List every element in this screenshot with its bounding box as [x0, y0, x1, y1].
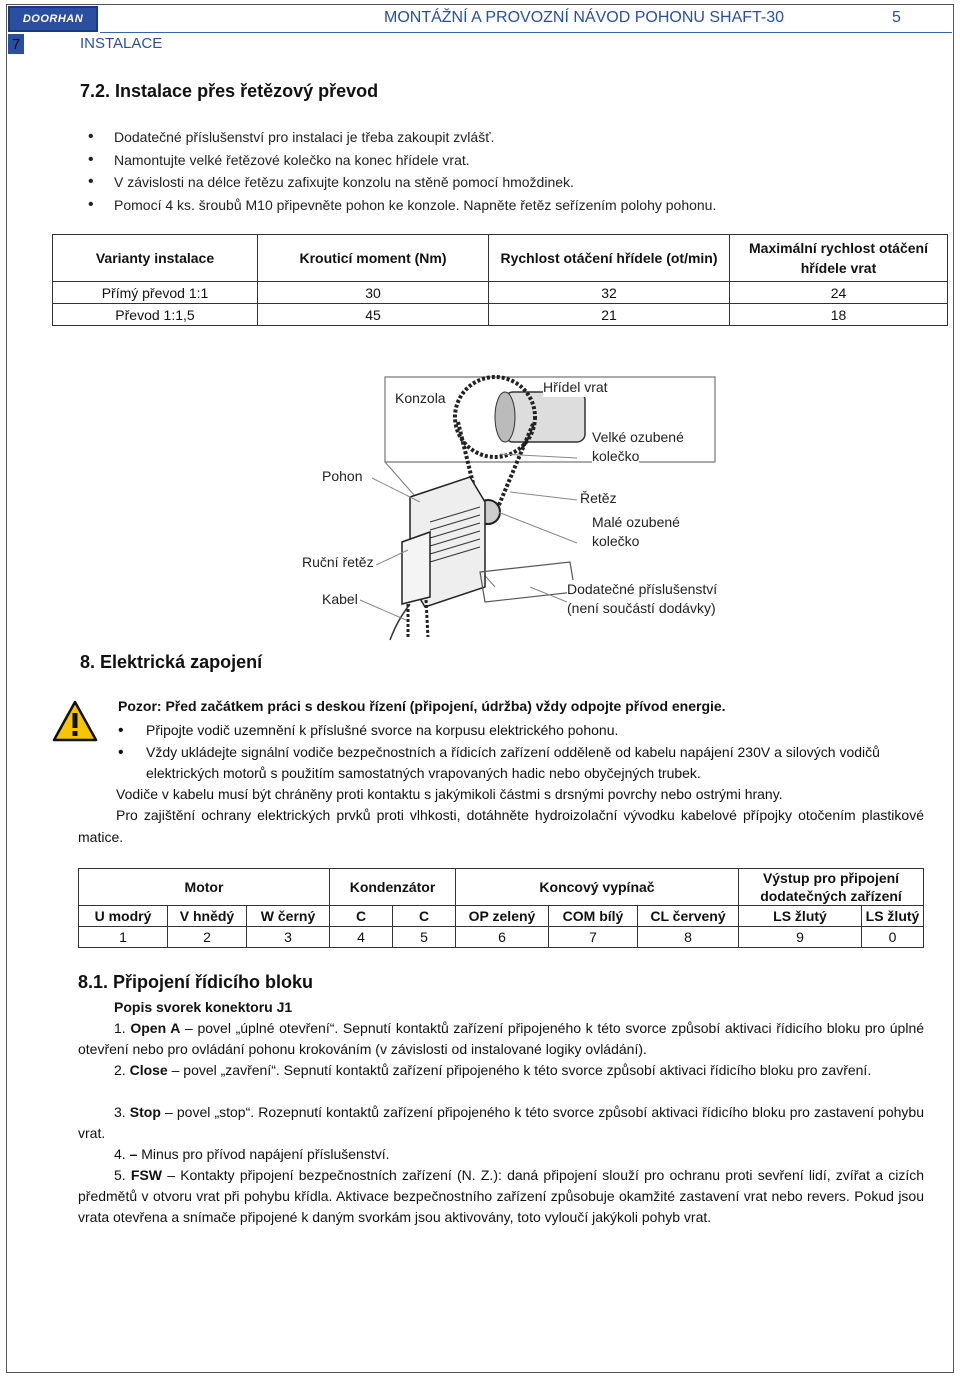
table-cell: 2	[168, 927, 247, 948]
table-cell: Přímý převod 1:1	[53, 282, 258, 304]
column-header: Varianty instalace	[53, 235, 258, 282]
doorhan-logo: DOORHAN	[8, 6, 98, 32]
column-header: Rychlost otáčení hřídele (ot/min)	[489, 235, 730, 282]
item-dash: –	[180, 1020, 198, 1036]
wiring-bullets	[118, 720, 928, 785]
power-warning: Pozor: Před začátkem práci s deskou řízení (připojení, údržba) vždy odpojte přívod energie.	[118, 698, 726, 714]
terminal-key: Stop	[129, 1104, 161, 1120]
terminal-key: FSW	[130, 1167, 162, 1183]
list-item: • Vždy ukládejte signální vodiče bezpečnostních a řídicích zařízení odděleně od kabelu napájení 230V a silových vodičů elektrických motorů s použitím samostatných vrapovaných hadic nebo obyčejných trubek.	[118, 742, 928, 785]
table-cell: 5	[393, 927, 456, 948]
terminal-description: Minus pro přívod napájení příslušenství.	[141, 1146, 390, 1162]
group-header: Výstup pro připojení dodatečných zařízení	[739, 869, 924, 906]
terminal-item	[78, 1165, 924, 1228]
chapter-title: INSTALACE	[80, 35, 163, 52]
document-title: MONTÁŽNÍ A PROVOZNÍ NÁVOD POHONU SHAFT-30	[384, 9, 785, 26]
installation-bullets	[88, 126, 716, 216]
label-velke-ozubene-1: Velké ozubené	[592, 429, 684, 445]
warning-icon	[52, 700, 98, 742]
terminal-description: povel „stop“. Rozepnutí kontaktů zařízení připojeného k této svorce způsobí aktivaci řídicího bloku pro zastavení pohybu vrat.	[78, 1104, 924, 1141]
terminal-item	[78, 1060, 924, 1081]
table-cell: 24	[730, 282, 948, 304]
list-item: • Připojte vodič uzemnění k příslušné svorce na korpusu elektrického pohonu.	[118, 720, 928, 742]
table-cell: 3	[247, 927, 330, 948]
table-cell: CL červený	[638, 906, 739, 927]
table-cell: 21	[489, 304, 730, 326]
label-dodatecne-1: Dodatečné příslušenství	[567, 581, 718, 597]
terminal-description: povel „úplné otevření“. Sepnutí kontaktů zařízení připojeného k této svorce způsobí aktivaci řídicího bloku pro úplné otevření nebo pro ovládání pohonu krokováním (v závislosti od instalované logiky ovládání).	[78, 1020, 925, 1057]
label-konzola: Konzola	[395, 390, 446, 406]
table-cell: W černý	[247, 906, 330, 927]
terminal-key: Open A	[130, 1020, 181, 1036]
table-cell: COM bílý	[549, 906, 638, 927]
list-item: • V závislosti na délce řetězu zafixujte konzolu na stěně pomocí hmoždinek.	[88, 171, 716, 194]
page-number: 5	[892, 9, 901, 26]
installation-variants-table	[52, 234, 948, 326]
item-number: 3.	[114, 1104, 126, 1120]
column-header: Maximální rychlost otáčení hřídele vrat	[730, 235, 948, 282]
table-cell: 6	[456, 927, 549, 948]
table-cell: C	[330, 906, 393, 927]
list-item: • Namontujte velké řetězové kolečko na konec hřídele vrat.	[88, 149, 716, 172]
terminal-description: povel „zavření“. Sepnutí kontaktů zařízení připojeného k této svorce způsobí aktivaci řídicího bloku pro zavření.	[183, 1062, 872, 1078]
list-item: • Dodatečné příslušenství pro instalaci je třeba zakoupit zvlášť.	[88, 126, 716, 149]
table-cell: C	[393, 906, 456, 927]
header-divider	[100, 32, 952, 33]
table-cell: 45	[258, 304, 489, 326]
item-dash: –	[167, 1062, 184, 1078]
label-male-ozubene-1: Malé ozubené	[592, 514, 680, 530]
table-cell: 1	[79, 927, 168, 948]
terminal-item	[78, 1144, 924, 1165]
terminal-description: Kontakty připojení bezpečnostních zařízení (N. Z.): daná připojení slouží pro ochranu proti sevření lidí, zvířat a cizích předmětů v otvoru vrat při pohybu křídla. Aktivace bezpečnostního zařízení způsobuje okamžité zastavení vrat nebo revers. Pokud jsou vrata otevřena a snímače připojené k daným svorkám jsou aktivovány, toto vyloučí jakýkoli pohyb vrat.	[78, 1167, 924, 1225]
terminal-item	[78, 1018, 924, 1060]
table-cell: OP zelený	[456, 906, 549, 927]
label-velke-ozubene-2: kolečko	[592, 448, 640, 464]
terminal-item	[78, 1102, 924, 1144]
label-pohon: Pohon	[322, 468, 363, 484]
chain-drive-figure	[290, 372, 730, 642]
table-cell: 9	[739, 927, 862, 948]
table-cell: 30	[258, 282, 489, 304]
section-7-2-heading: 7.2. Instalace přes řetězový převod	[80, 81, 379, 101]
table-row	[79, 906, 924, 927]
table-cell: Převod 1:1,5	[53, 304, 258, 326]
table-cell: 8	[638, 927, 739, 948]
label-hridel-vrat: Hřídel vrat	[543, 379, 608, 395]
item-number: 5.	[114, 1167, 126, 1183]
section-8-heading: 8. Elektrická zapojení	[80, 652, 263, 672]
group-header: Koncový vypínač	[456, 869, 739, 906]
table-cell: LS žlutý	[739, 906, 862, 927]
table-row	[79, 927, 924, 948]
connector-j1-subtitle: Popis svorek konektoru J1	[114, 999, 293, 1015]
table-group-row	[79, 869, 924, 906]
table-cell: LS žlutý	[862, 906, 924, 927]
table-cell: 0	[862, 927, 924, 948]
terminal-wiring-table	[78, 868, 924, 948]
item-number: 2.	[114, 1062, 126, 1078]
label-rucni-retez: Ruční řetěz	[302, 554, 374, 570]
item-dash: –	[162, 1167, 181, 1183]
section-8-1-heading: 8.1. Připojení řídicího bloku	[78, 972, 314, 992]
item-number: 4.	[114, 1146, 126, 1162]
table-row	[53, 282, 948, 304]
group-header: Kondenzátor	[330, 869, 456, 906]
cable-protection-paragraph: Vodiče v kabelu musí být chráněny proti kontaktu s jakýmikoli částmi s drsnými povrchy nebo ostrými hrany.	[116, 786, 783, 802]
terminal-key: Close	[129, 1062, 168, 1078]
table-header-row	[53, 235, 948, 282]
label-kabel: Kabel	[322, 591, 358, 607]
terminal-key: –	[129, 1146, 138, 1162]
label-dodatecne-2: (není součástí dodávky)	[567, 600, 716, 616]
table-cell: 7	[549, 927, 638, 948]
list-item: • Pomocí 4 ks. šroubů M10 připevněte pohon ke konzole. Napněte řetěz seřízením polohy pohonu.	[88, 194, 716, 217]
table-cell: 32	[489, 282, 730, 304]
chapter-number: 7	[8, 34, 24, 54]
item-number: 1.	[114, 1020, 126, 1036]
table-cell: 18	[730, 304, 948, 326]
label-retez: Řetěz	[580, 490, 617, 506]
item-dash: –	[160, 1104, 177, 1120]
table-cell: 4	[330, 927, 393, 948]
table-cell: V hnědý	[168, 906, 247, 927]
table-cell: U modrý	[79, 906, 168, 927]
label-male-ozubene-2: kolečko	[592, 533, 640, 549]
table-row	[53, 304, 948, 326]
waterproofing-paragraph: Pro zajištění ochrany elektrických prvků proti vlhkosti, dotáhněte hydroizolační vývodku kabelové přípojky otočením plastikové matice.	[78, 807, 924, 845]
column-header: Krouticí moment (Nm)	[258, 235, 489, 282]
group-header: Motor	[79, 869, 330, 906]
